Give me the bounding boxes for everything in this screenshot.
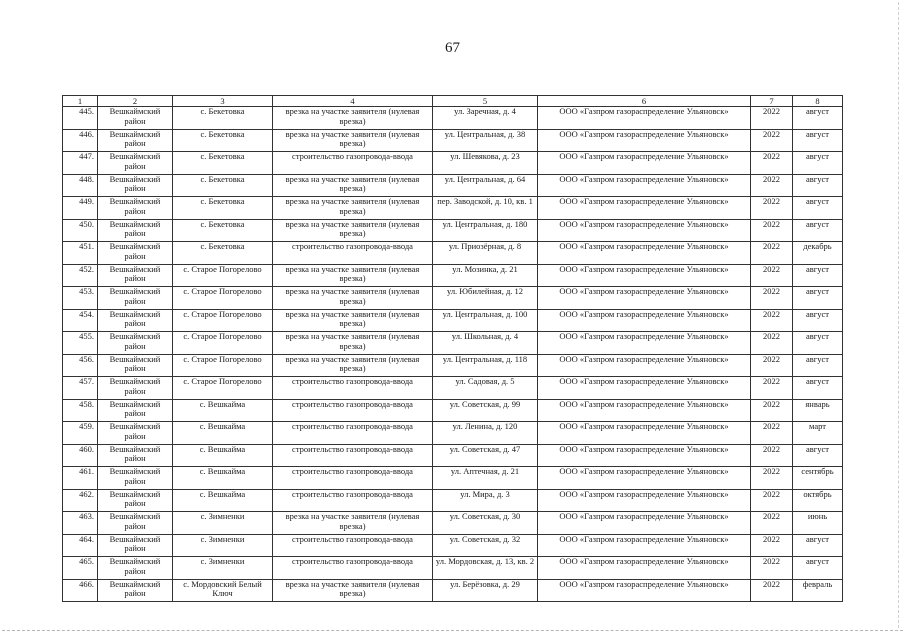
row-number: 464. (63, 534, 98, 557)
row-locality: с. Бекетовка (173, 107, 273, 130)
row-year: 2022 (751, 197, 793, 220)
row-district: Вешкаймский район (98, 557, 173, 580)
table-row (63, 107, 843, 130)
row-address: пер. Заводской, д. 10, кв. 1 (433, 197, 538, 220)
row-year: 2022 (751, 399, 793, 422)
row-month: август (793, 219, 843, 242)
row-district: Вешкаймский район (98, 197, 173, 220)
row-year: 2022 (751, 444, 793, 467)
row-month: август (793, 152, 843, 175)
table-row (63, 129, 843, 152)
row-district: Вешкаймский район (98, 242, 173, 265)
row-month: март (793, 422, 843, 445)
row-month: август (793, 107, 843, 130)
row-year: 2022 (751, 264, 793, 287)
row-address: ул. Мира, д. 3 (433, 489, 538, 512)
row-organization: ООО «Газпром газораспределение Ульяновск» (538, 242, 751, 265)
row-address: ул. Приозёрная, д. 8 (433, 242, 538, 265)
row-address: ул. Берёзовка, д. 29 (433, 579, 538, 602)
row-district: Вешкаймский район (98, 152, 173, 175)
row-number: 462. (63, 489, 98, 512)
row-work-type: строительство газопровода-ввода (273, 534, 433, 557)
table-row (63, 377, 843, 400)
row-address: ул. Юбилейная, д. 12 (433, 287, 538, 310)
row-work-type: строительство газопровода-ввода (273, 444, 433, 467)
row-month: август (793, 174, 843, 197)
row-locality: с. Бекетовка (173, 174, 273, 197)
row-number: 447. (63, 152, 98, 175)
row-work-type: врезка на участке заявителя (нулевая врезка) (273, 197, 433, 220)
table-row (63, 287, 843, 310)
row-year: 2022 (751, 242, 793, 265)
row-district: Вешкаймский район (98, 309, 173, 332)
row-locality: с. Мордовский Белый Ключ (173, 579, 273, 602)
row-month: декабрь (793, 242, 843, 265)
row-work-type: строительство газопровода-ввода (273, 467, 433, 490)
row-address: ул. Советская, д. 99 (433, 399, 538, 422)
row-work-type: строительство газопровода-ввода (273, 399, 433, 422)
table-row (63, 264, 843, 287)
row-work-type: строительство газопровода-ввода (273, 557, 433, 580)
row-address: ул. Советская, д. 32 (433, 534, 538, 557)
row-work-type: врезка на участке заявителя (нулевая врезка) (273, 174, 433, 197)
row-district: Вешкаймский район (98, 489, 173, 512)
header-col-7: 7 (751, 96, 793, 107)
row-year: 2022 (751, 287, 793, 310)
row-organization: ООО «Газпром газораспределение Ульяновск» (538, 489, 751, 512)
table-row (63, 152, 843, 175)
row-work-type: строительство газопровода-ввода (273, 489, 433, 512)
row-locality: с. Старое Погорелово (173, 354, 273, 377)
row-district: Вешкаймский район (98, 534, 173, 557)
header-col-2: 2 (98, 96, 173, 107)
row-organization: ООО «Газпром газораспределение Ульяновск» (538, 264, 751, 287)
row-address: ул. Центральная, д. 38 (433, 129, 538, 152)
table-row (63, 219, 843, 242)
row-work-type: врезка на участке заявителя (нулевая врезка) (273, 512, 433, 535)
row-district: Вешкаймский район (98, 174, 173, 197)
table-row (63, 579, 843, 602)
row-locality: с. Вешкайма (173, 467, 273, 490)
row-month: август (793, 309, 843, 332)
row-district: Вешкаймский район (98, 219, 173, 242)
row-month: август (793, 197, 843, 220)
row-organization: ООО «Газпром газораспределение Ульяновск» (538, 129, 751, 152)
row-organization: ООО «Газпром газораспределение Ульяновск» (538, 444, 751, 467)
row-number: 457. (63, 377, 98, 400)
row-district: Вешкаймский район (98, 377, 173, 400)
row-year: 2022 (751, 174, 793, 197)
row-work-type: врезка на участке заявителя (нулевая врезка) (273, 579, 433, 602)
row-locality: с. Бекетовка (173, 242, 273, 265)
row-work-type: врезка на участке заявителя (нулевая врезка) (273, 219, 433, 242)
row-year: 2022 (751, 354, 793, 377)
row-number: 455. (63, 332, 98, 355)
row-address: ул. Заречная, д. 4 (433, 107, 538, 130)
row-number: 459. (63, 422, 98, 445)
row-month: август (793, 557, 843, 580)
row-address: ул. Школьная, д. 4 (433, 332, 538, 355)
row-number: 446. (63, 129, 98, 152)
row-month: август (793, 287, 843, 310)
page-number: 67 (445, 40, 460, 56)
row-organization: ООО «Газпром газораспределение Ульяновск» (538, 107, 751, 130)
row-district: Вешкаймский район (98, 107, 173, 130)
row-address: ул. Садовая, д. 5 (433, 377, 538, 400)
table-row (63, 467, 843, 490)
row-year: 2022 (751, 467, 793, 490)
row-number: 448. (63, 174, 98, 197)
row-number: 460. (63, 444, 98, 467)
table-row (63, 534, 843, 557)
row-organization: ООО «Газпром газораспределение Ульяновск» (538, 309, 751, 332)
row-district: Вешкаймский район (98, 579, 173, 602)
row-district: Вешкаймский район (98, 422, 173, 445)
table-body (63, 107, 843, 602)
row-address: ул. Мозинка, д. 21 (433, 264, 538, 287)
row-district: Вешкаймский район (98, 512, 173, 535)
row-organization: ООО «Газпром газораспределение Ульяновск» (538, 512, 751, 535)
row-organization: ООО «Газпром газораспределение Ульяновск» (538, 219, 751, 242)
row-work-type: врезка на участке заявителя (нулевая врезка) (273, 107, 433, 130)
row-number: 450. (63, 219, 98, 242)
row-number: 451. (63, 242, 98, 265)
row-year: 2022 (751, 309, 793, 332)
row-organization: ООО «Газпром газораспределение Ульяновск» (538, 579, 751, 602)
row-address: ул. Советская, д. 47 (433, 444, 538, 467)
row-organization: ООО «Газпром газораспределение Ульяновск» (538, 467, 751, 490)
row-number: 453. (63, 287, 98, 310)
row-district: Вешкаймский район (98, 354, 173, 377)
row-locality: с. Зимненки (173, 557, 273, 580)
row-number: 466. (63, 579, 98, 602)
row-organization: ООО «Газпром газораспределение Ульяновск» (538, 377, 751, 400)
row-address: ул. Центральная, д. 100 (433, 309, 538, 332)
row-year: 2022 (751, 512, 793, 535)
row-work-type: врезка на участке заявителя (нулевая врезка) (273, 332, 433, 355)
row-number: 465. (63, 557, 98, 580)
row-month: август (793, 444, 843, 467)
row-locality: с. Старое Погорелово (173, 264, 273, 287)
header-col-3: 3 (173, 96, 273, 107)
row-number: 449. (63, 197, 98, 220)
row-work-type: строительство газопровода-ввода (273, 377, 433, 400)
row-year: 2022 (751, 377, 793, 400)
row-year: 2022 (751, 579, 793, 602)
row-work-type: строительство газопровода-ввода (273, 242, 433, 265)
row-work-type: врезка на участке заявителя (нулевая врезка) (273, 309, 433, 332)
row-month: август (793, 332, 843, 355)
row-locality: с. Старое Погорелово (173, 309, 273, 332)
table-row (63, 354, 843, 377)
row-locality: с. Старое Погорелово (173, 287, 273, 310)
row-year: 2022 (751, 152, 793, 175)
row-locality: с. Старое Погорелово (173, 332, 273, 355)
row-locality: с. Зимненки (173, 534, 273, 557)
row-number: 461. (63, 467, 98, 490)
row-year: 2022 (751, 557, 793, 580)
row-locality: с. Зимненки (173, 512, 273, 535)
row-organization: ООО «Газпром газораспределение Ульяновск» (538, 399, 751, 422)
row-work-type: строительство газопровода-ввода (273, 422, 433, 445)
table-row (63, 422, 843, 445)
row-locality: с. Бекетовка (173, 197, 273, 220)
row-organization: ООО «Газпром газораспределение Ульяновск» (538, 332, 751, 355)
row-work-type: врезка на участке заявителя (нулевая врезка) (273, 129, 433, 152)
row-district: Вешкаймский район (98, 444, 173, 467)
row-district: Вешкаймский район (98, 332, 173, 355)
row-month: август (793, 264, 843, 287)
table-row (63, 557, 843, 580)
header-col-6: 6 (538, 96, 751, 107)
table-row (63, 444, 843, 467)
row-district: Вешкаймский район (98, 399, 173, 422)
row-month: февраль (793, 579, 843, 602)
row-locality: с. Бекетовка (173, 129, 273, 152)
header-col-4: 4 (273, 96, 433, 107)
row-address: ул. Центральная, д. 64 (433, 174, 538, 197)
row-month: январь (793, 399, 843, 422)
row-locality: с. Бекетовка (173, 152, 273, 175)
table-row (63, 512, 843, 535)
row-locality: с. Вешкайма (173, 422, 273, 445)
row-address: ул. Мордовская, д. 13, кв. 2 (433, 557, 538, 580)
row-organization: ООО «Газпром газораспределение Ульяновск» (538, 534, 751, 557)
table-row (63, 197, 843, 220)
row-district: Вешкаймский район (98, 129, 173, 152)
row-month: август (793, 377, 843, 400)
row-locality: с. Вешкайма (173, 399, 273, 422)
header-row (63, 96, 843, 107)
table-row (63, 309, 843, 332)
page-edge-bottom (2, 630, 903, 631)
row-organization: ООО «Газпром газораспределение Ульяновск» (538, 152, 751, 175)
row-work-type: врезка на участке заявителя (нулевая врезка) (273, 354, 433, 377)
row-year: 2022 (751, 107, 793, 130)
row-organization: ООО «Газпром газораспределение Ульяновск» (538, 354, 751, 377)
row-organization: ООО «Газпром газораспределение Ульяновск» (538, 422, 751, 445)
row-locality: с. Вешкайма (173, 444, 273, 467)
row-address: ул. Центральная, д. 180 (433, 219, 538, 242)
row-address: ул. Центральная, д. 118 (433, 354, 538, 377)
table-row (63, 242, 843, 265)
header-col-8: 8 (793, 96, 843, 107)
row-locality: с. Вешкайма (173, 489, 273, 512)
row-organization: ООО «Газпром газораспределение Ульяновск» (538, 197, 751, 220)
row-year: 2022 (751, 534, 793, 557)
row-address: ул. Советская, д. 30 (433, 512, 538, 535)
row-month: август (793, 129, 843, 152)
row-organization: ООО «Газпром газораспределение Ульяновск» (538, 287, 751, 310)
row-month: август (793, 354, 843, 377)
row-address: ул. Аптечная, д. 21 (433, 467, 538, 490)
table-row (63, 332, 843, 355)
row-district: Вешкаймский район (98, 467, 173, 490)
row-work-type: строительство газопровода-ввода (273, 152, 433, 175)
header-col-1: 1 (63, 96, 98, 107)
row-district: Вешкаймский район (98, 264, 173, 287)
row-number: 463. (63, 512, 98, 535)
row-address: ул. Ленина, д. 120 (433, 422, 538, 445)
row-number: 458. (63, 399, 98, 422)
row-month: сентябрь (793, 467, 843, 490)
row-locality: с. Старое Погорелово (173, 377, 273, 400)
row-year: 2022 (751, 422, 793, 445)
row-month: август (793, 534, 843, 557)
row-year: 2022 (751, 219, 793, 242)
row-work-type: врезка на участке заявителя (нулевая врезка) (273, 287, 433, 310)
table-row (63, 489, 843, 512)
row-number: 456. (63, 354, 98, 377)
row-month: июнь (793, 512, 843, 535)
row-number: 445. (63, 107, 98, 130)
row-address: ул. Шевякова, д. 23 (433, 152, 538, 175)
row-number: 452. (63, 264, 98, 287)
gasification-table (62, 95, 843, 602)
row-year: 2022 (751, 129, 793, 152)
row-year: 2022 (751, 332, 793, 355)
row-organization: ООО «Газпром газораспределение Ульяновск» (538, 557, 751, 580)
row-year: 2022 (751, 489, 793, 512)
header-col-5: 5 (433, 96, 538, 107)
row-work-type: врезка на участке заявителя (нулевая врезка) (273, 264, 433, 287)
row-district: Вешкаймский район (98, 287, 173, 310)
row-month: октябрь (793, 489, 843, 512)
row-number: 454. (63, 309, 98, 332)
row-organization: ООО «Газпром газораспределение Ульяновск» (538, 174, 751, 197)
row-locality: с. Бекетовка (173, 219, 273, 242)
page-edge-right (898, 2, 899, 628)
table-row (63, 174, 843, 197)
table-row (63, 399, 843, 422)
